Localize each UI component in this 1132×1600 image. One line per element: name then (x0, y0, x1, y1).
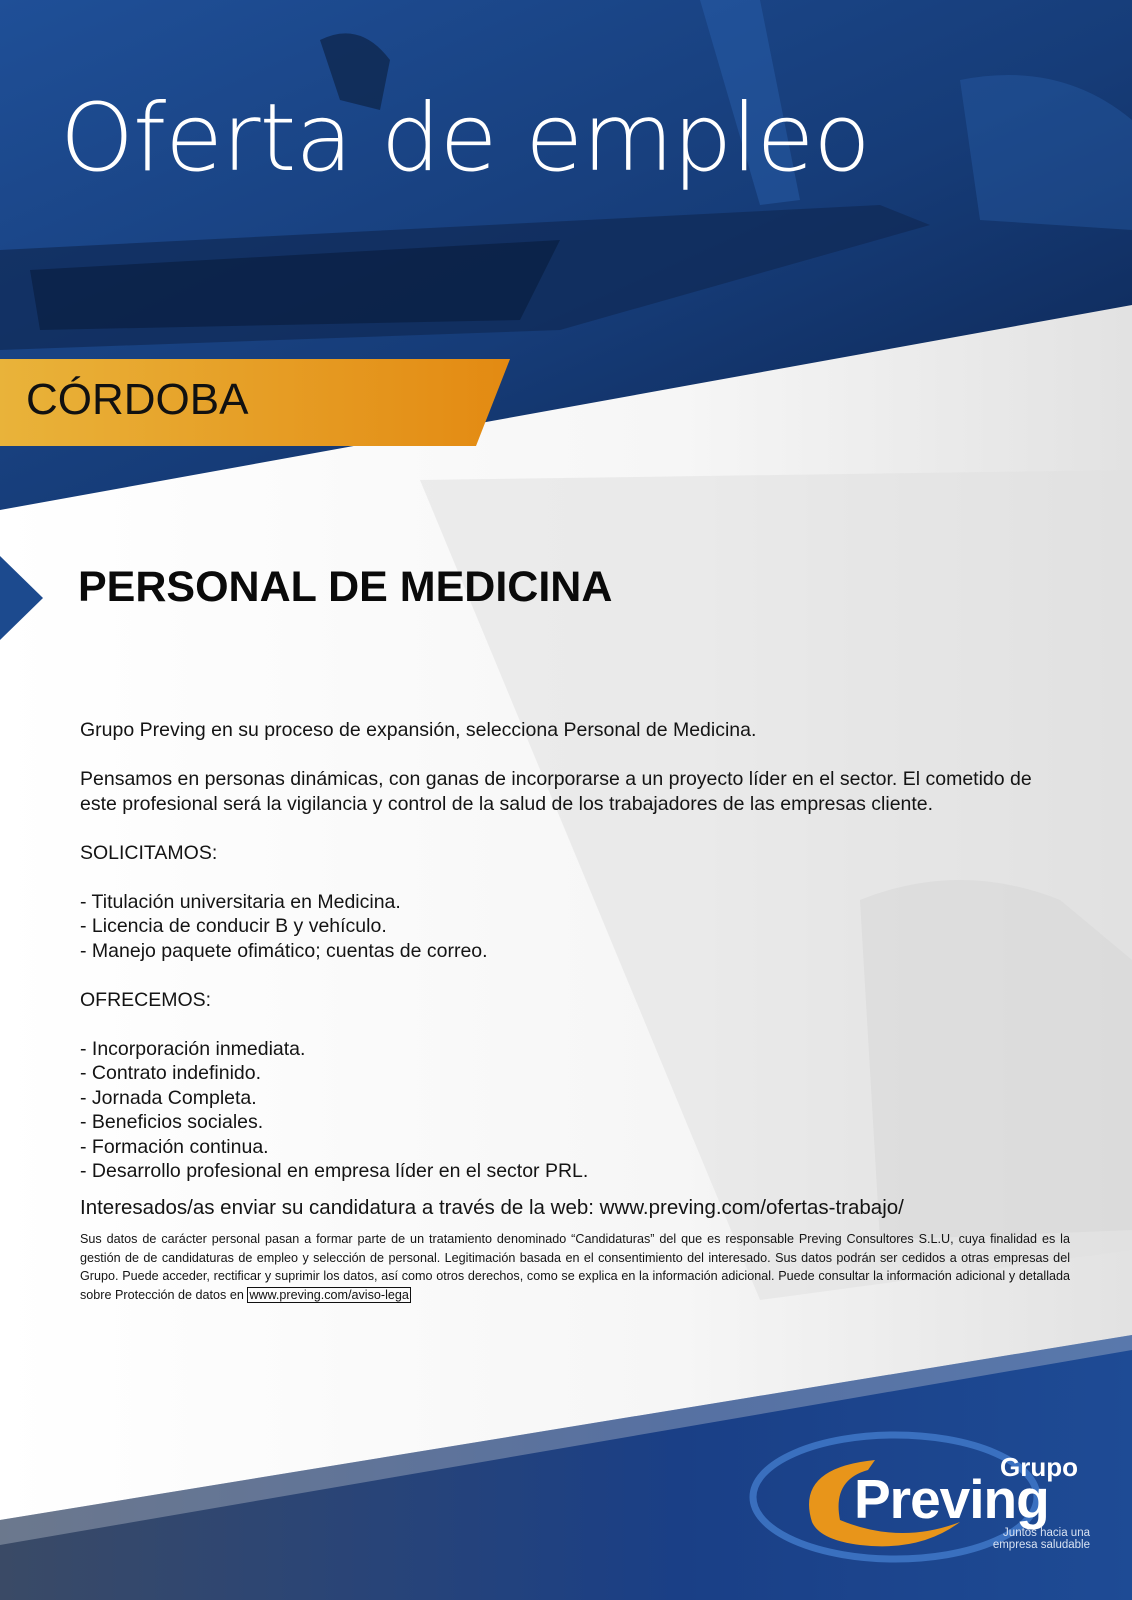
job-description (80, 718, 1070, 1304)
location-label: CÓRDOBA (26, 375, 249, 424)
intro-text: Grupo Preving en su proceso de expansión, selecciona Personal de Medicina. (80, 719, 757, 741)
logo-tagline (960, 1527, 1090, 1551)
requirements-heading: SOLICITAMOS: (80, 841, 218, 864)
logo-name: Preving (854, 1468, 1049, 1530)
offer-heading: OFRECEMOS: (80, 988, 212, 1011)
offer-item: - Jornada Completa. (80, 1086, 257, 1109)
offer-item: - Contrato indefinido. (80, 1062, 262, 1084)
description-text: Pensamos en personas dinámicas, con ganas de incorporarse a un proyecto líder en el sector. El cometido de este profesional será la vigilancia y control de la salud de los trabajadores de las empresas cliente. (80, 768, 1032, 815)
offer-item: - Desarrollo profesional en empresa líder en el sector PRL. (80, 1160, 589, 1182)
legal-notice (80, 1230, 1070, 1304)
apply-instructions: Interesados/as enviar su candidatura a través de la web: www.preving.com/ofertas-trabajo/ (80, 1195, 904, 1219)
requirement-item: - Manejo paquete ofimático; cuentas de correo. (80, 939, 488, 962)
offer-item: - Incorporación inmediata. (80, 1037, 306, 1060)
offer-item: - Formación continua. (80, 1135, 269, 1158)
job-title: PERSONAL DE MEDICINA (78, 563, 613, 611)
requirement-item: - Titulación universitaria en Medicina. (80, 890, 401, 913)
tagline-line: empresa saludable (992, 1539, 1090, 1551)
page-title: Oferta de empleo (60, 84, 870, 193)
tagline-line: Juntos hacia una (1003, 1527, 1090, 1539)
legal-link[interactable]: www.preving.com/aviso-lega (249, 1287, 409, 1302)
offer-item: - Beneficios sociales. (80, 1111, 264, 1133)
logo-group-text: Grupo (1000, 1452, 1078, 1482)
requirement-item: - Licencia de conducir B y vehículo. (80, 915, 387, 937)
legal-text: Sus datos de carácter personal pasan a formar parte de un tratamiento denominado “Candidaturas” del que es responsable Preving Consultores S.L.U, cuya finalidad es la gestión de de candidaturas de empleo y selección de personal. Legitimación basada en el consentimiento del interesado. Sus datos podrán ser cedidos a otras empresas del Grupo. Puede acceder, rectificar y suprimir los datos, así como otros derechos, como se explica en la información adicional. Puede consultar la información adicional y detallada sobre Protección de datos en (80, 1232, 1070, 1302)
